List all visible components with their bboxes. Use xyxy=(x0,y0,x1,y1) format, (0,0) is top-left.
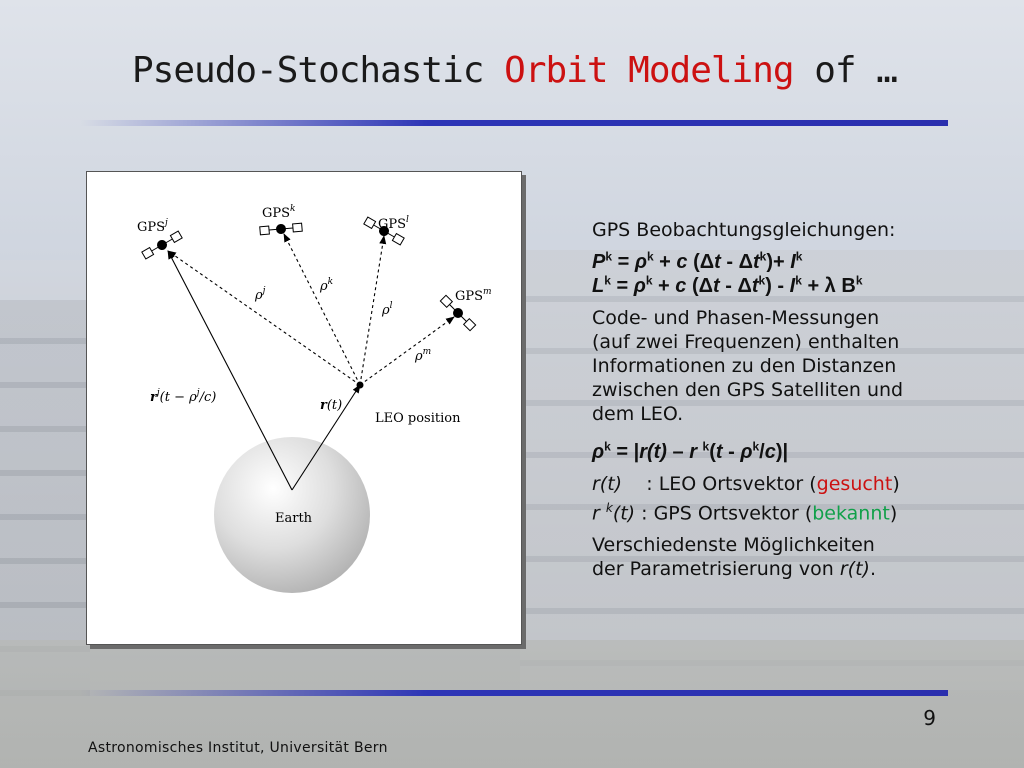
orbit-diagram xyxy=(86,171,522,645)
label-rho-j: $\rho^j$ xyxy=(255,286,266,303)
equation-range: $\rho^k = |r(t) - r$ $^k(t - \rho^k/c)|$ xyxy=(592,439,789,463)
label-earth: Earth xyxy=(275,511,313,526)
definition-gps: r $^k$(t) : GPS Ortsvektor (bekannt) xyxy=(592,501,898,525)
equation-pseudorange: $P^k = \rho^k + c$ $(\Delta t - \Delta t^k)+ I^k$ xyxy=(592,249,803,273)
slide-title xyxy=(132,50,897,91)
range-rho-m xyxy=(360,317,454,385)
footer-institution: Astronomisches Institut, Universität Bern xyxy=(88,740,388,756)
label-rho-l: $\rho^l$ xyxy=(382,301,393,318)
label-r-t: r(t) xyxy=(320,398,343,413)
vector-r-j xyxy=(168,251,292,490)
leo-point xyxy=(357,382,364,389)
label-leo-position: LEO position xyxy=(375,411,461,426)
title-part1: Pseudo-Stochastic xyxy=(132,50,505,91)
text-column xyxy=(592,218,1012,581)
footer-divider xyxy=(80,690,948,696)
label-gps-j: GPS$^j$ xyxy=(137,218,168,235)
paragraph-parametrization: Verschiedenste Möglichkeiten der Parametrisierung von r(t). xyxy=(592,534,876,581)
title-divider xyxy=(80,120,948,126)
paragraph-measurements: Code- und Phasen-Messungen (auf zwei Frequenzen) enthalten Informationen zu den Distanzen zwischen den GPS Satelliten und dem LEO. xyxy=(592,307,904,425)
definition-leo: r(t) : LEO Ortsvektor (gesucht) xyxy=(592,473,900,495)
label-rho-k: $\rho^k$ xyxy=(320,277,334,294)
label-gps-m: GPS$^m$ xyxy=(455,287,492,304)
title-part2: of … xyxy=(793,50,897,91)
range-rho-j xyxy=(168,251,360,385)
title-highlight: Orbit Modeling xyxy=(504,50,794,91)
label-gps-k: GPS$^k$ xyxy=(262,204,296,221)
equation-phase: $L^k = \rho^k + c$ $(\Delta t - \Delta t^k) - I^k + \lambda$ $B^k$ xyxy=(592,273,863,297)
label-rj-vector: $r^j(t - \rho^j/c)$ xyxy=(150,388,217,405)
range-rho-l xyxy=(360,236,384,385)
range-rho-k xyxy=(284,234,360,385)
heading: GPS Beobachtungsgleichungen: xyxy=(592,219,896,241)
label-rho-m: $\rho^m$ xyxy=(415,347,432,364)
label-gps-l: GPS$^l$ xyxy=(378,215,409,232)
orbit-diagram-svg xyxy=(87,172,521,644)
gps-k-satellite-icon xyxy=(260,222,303,236)
page-number: 9 xyxy=(923,706,936,730)
